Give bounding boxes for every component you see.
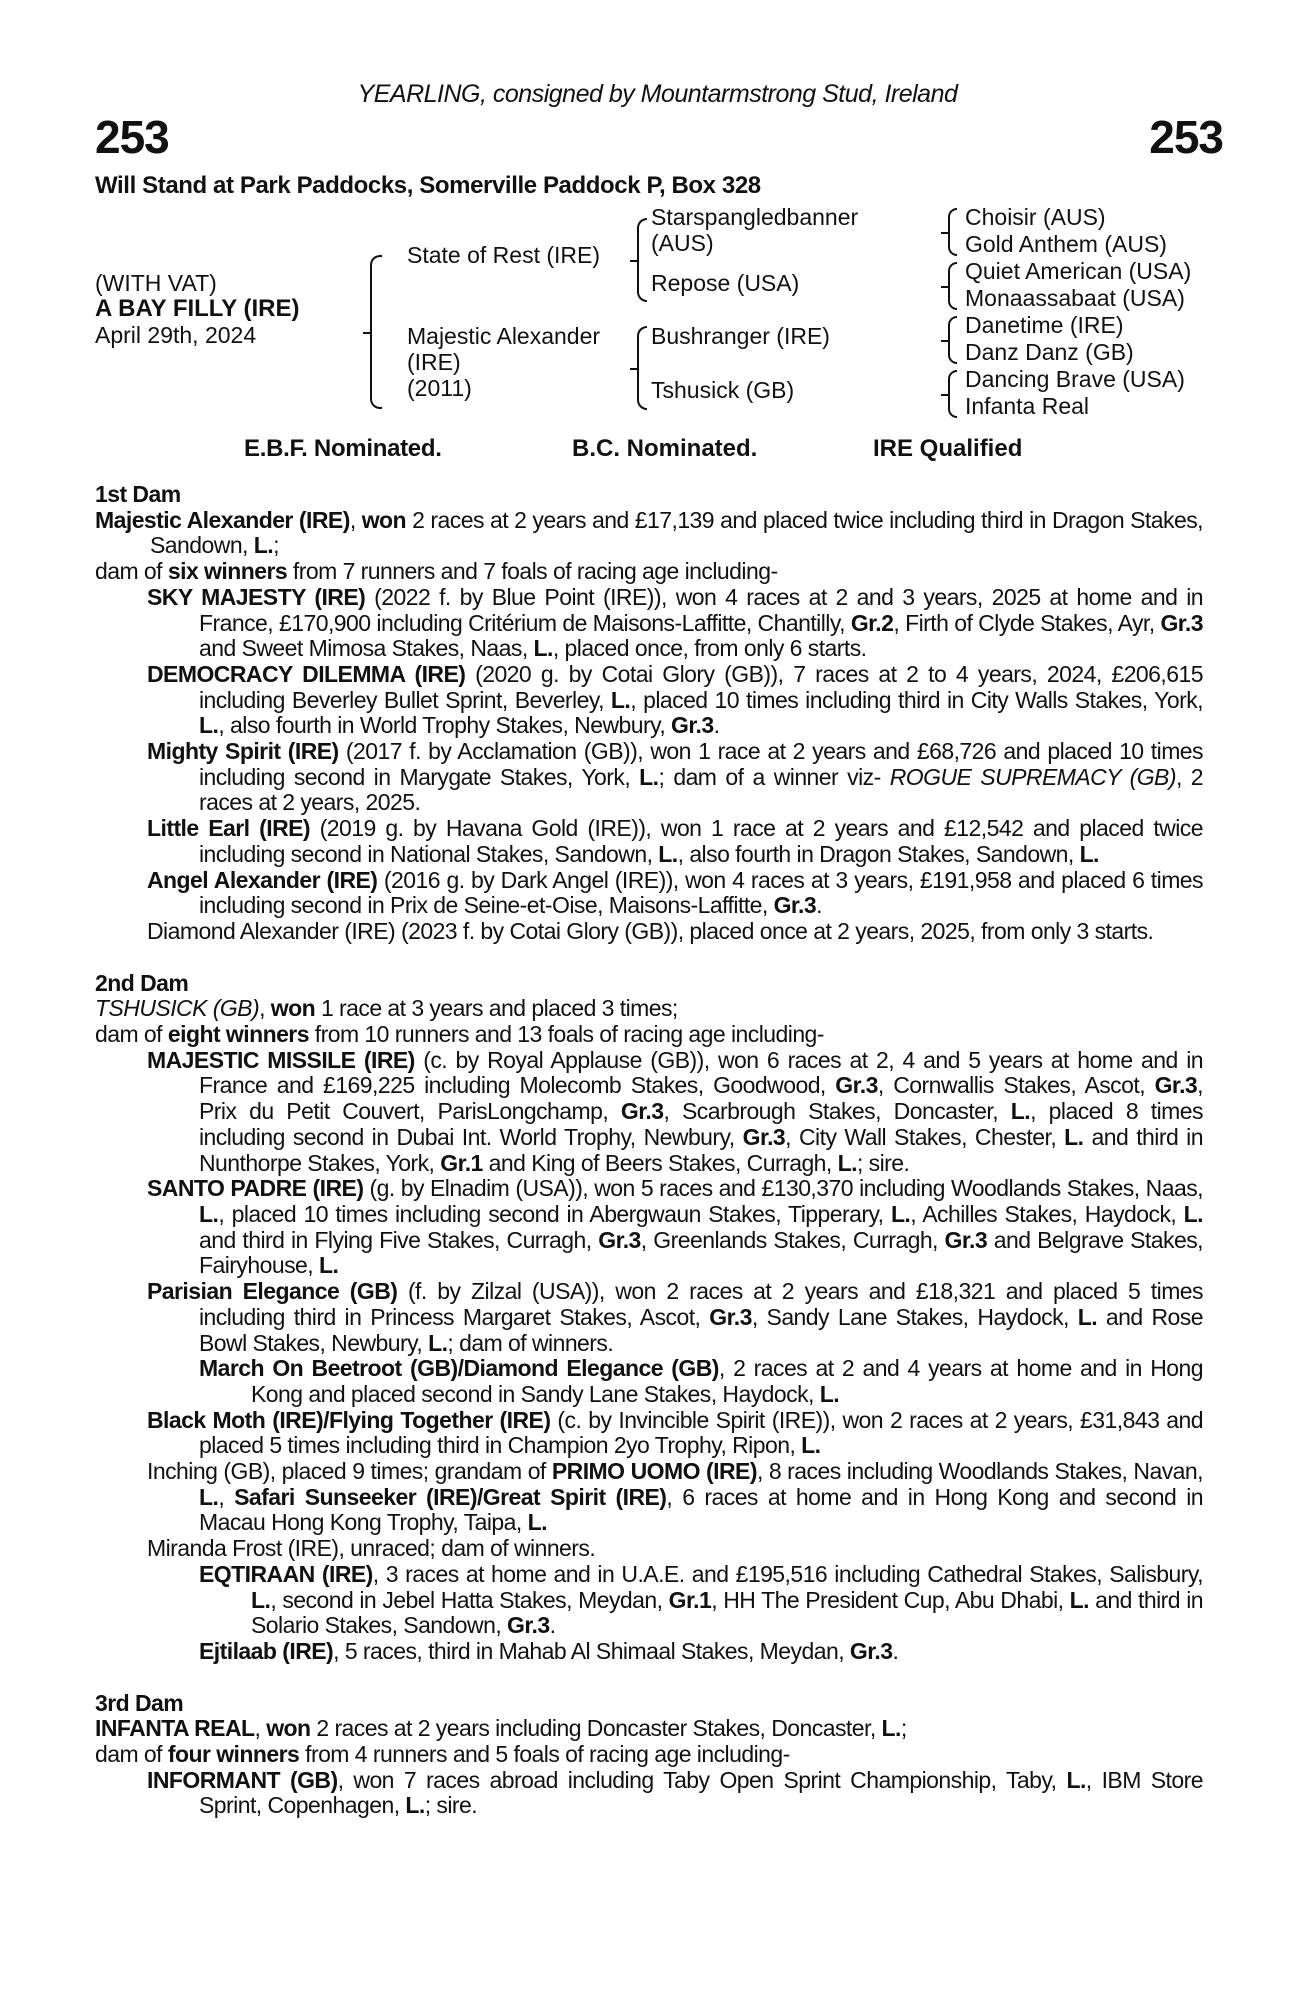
- bold-text-run: MAJESTIC MISSILE (IRE): [147, 1046, 415, 1073]
- text-run: (c. by Royal Applause (GB)), won 6 races at 2, 4 and 5 years at home and in France and £169,225 including Molecomb Stakes, Goodwood,: [199, 1046, 1203, 1099]
- text-run: (g. by Elnadim (USA)), won 5 races and £130,370 including Woodlands Stakes, Naas,: [363, 1175, 1203, 1202]
- bold-text-run: L.: [610, 686, 631, 713]
- text-run: and third in Nunthorpe Stakes, York,: [199, 1123, 1203, 1176]
- third-dam-record: INFANTA REAL, won 2 races at 2 years including Doncaster Stakes, Doncaster, L.;: [95, 1715, 907, 1742]
- bold-text-run: SANTO PADRE (IRE): [147, 1175, 364, 1202]
- bc-badge: B.C. Nominated.: [572, 435, 758, 462]
- bold-text-run: L.: [533, 635, 553, 662]
- second-dam-heading: 2nd Dam: [95, 969, 189, 996]
- text-run: , placed 10 times including second in Abergwaun Stakes, Tipperary,: [218, 1200, 891, 1227]
- italic-text-run: ROGUE SUPREMACY (GB): [889, 763, 1176, 790]
- text-run: dam of: [95, 1021, 168, 1048]
- ebf-badge: E.B.F. Nominated.: [244, 435, 442, 462]
- progeny-entry: Miranda Frost (IRE), unraced; dam of winners.: [147, 1535, 596, 1562]
- bold-text-run: eight winners: [167, 1021, 309, 1048]
- bold-text-run: L.: [318, 1252, 339, 1279]
- bold-text-run: Gr.3: [944, 1226, 988, 1253]
- text-run: , Sandy Lane Stakes, Haydock,: [751, 1303, 1078, 1330]
- text-run: and third in Solario Stakes, Sandown,: [251, 1586, 1203, 1639]
- progeny-entry: [147, 1768, 1203, 1819]
- lot-number-left: 253: [95, 111, 169, 163]
- section-spacer: [95, 945, 1203, 971]
- text-run: , 5 races, third in Mahab Al Shimaal Stakes, Meydan,: [333, 1637, 850, 1664]
- text-run: .: [816, 892, 822, 919]
- bold-text-run: L.: [1077, 1303, 1098, 1330]
- text-run: , Firth of Clyde Stakes, Ayr,: [893, 609, 1161, 636]
- text-run: , 6 races at home and in Hong Kong and second in Macau Hong Kong Trophy, Taipa,: [199, 1483, 1204, 1536]
- text-run: (2020 g. by Cotai Glory (GB)), 7 races at 2 to 4 years, 2024, £206,615 including Beverley Bullet Sprint, Beverley,: [199, 660, 1203, 713]
- bold-text-run: Black Moth (IRE)/Flying Together (IRE): [147, 1406, 551, 1433]
- text-run: ; sire.: [424, 1792, 478, 1819]
- great-grandparent: Choisir (AUS): [965, 204, 1106, 230]
- pedigree-brace: [948, 208, 957, 256]
- text-run: , IBM Store Sprint, Copenhagen,: [199, 1766, 1203, 1819]
- vat-note: (WITH VAT): [95, 270, 217, 296]
- third-dam-heading: 3rd Dam: [95, 1689, 184, 1716]
- text-run: , 8 races including Woodlands Stakes, Navan,: [756, 1458, 1203, 1485]
- progeny-entry: Diamond Alexander (IRE) (2023 f. by Cotai Glory (GB)), placed once at 2 years, 2025, from only 3 starts.: [147, 917, 1154, 944]
- progeny-entry: [147, 1408, 1203, 1459]
- first-dam-record: Majestic Alexander (IRE), won 2 races at 2 years and £17,139 and placed twice including third in Dragon Stakes, Sandown, L.;: [95, 506, 1203, 559]
- pedigree-brace: [948, 370, 957, 418]
- bold-text-run: SKY MAJESTY (IRE): [147, 583, 366, 610]
- bold-text-run: Gr.3: [709, 1303, 752, 1330]
- text-run: , also fourth in Dragon Stakes, Sandown,: [677, 840, 1080, 867]
- progeny-entry: [147, 739, 1203, 816]
- text-run: 2 races at 2 years including Doncaster Stakes, Doncaster,: [310, 1715, 882, 1742]
- italic-text-run: TSHUSICK (GB): [95, 995, 260, 1022]
- dam-year: (2011): [407, 375, 472, 401]
- record-text: 2 races at 2 years and £17,139 and placed twice including third in Dragon Stakes, Sandown,: [150, 506, 1203, 559]
- dam-country: (IRE): [407, 349, 461, 375]
- text-run: and Belgrave Stakes, Fairyhouse,: [199, 1226, 1203, 1279]
- bold-text-run: L.: [199, 1483, 219, 1510]
- text-run: (f. by Zilzal (USA)), won 2 races at 2 years and £18,321 and placed 5 times including third in Princess Margaret Stakes, Ascot,: [199, 1278, 1203, 1330]
- text-run: , also fourth in World Trophy Stakes, Newbury,: [218, 712, 672, 739]
- grandprogeny-entry: [199, 1639, 1203, 1665]
- bold-text-run: L.: [1069, 1586, 1089, 1613]
- text-run: , placed 8 times including second in Dubai Int. World Trophy, Newbury,: [199, 1098, 1203, 1150]
- text-run: dam of: [95, 1741, 168, 1768]
- bold-text-run: Gr.3: [835, 1072, 878, 1099]
- punct: ;: [273, 532, 279, 559]
- bold-text-run: L.: [658, 840, 678, 867]
- great-grandparent: Danetime (IRE): [965, 312, 1124, 338]
- lot-number-right: 253: [1149, 111, 1223, 163]
- great-grandparent: Gold Anthem (AUS): [965, 231, 1167, 257]
- text-run: ; dam of a winner viz-: [658, 763, 881, 790]
- second-dam-produce-summary: [95, 1022, 1203, 1048]
- text-run: , placed once, from only 6 starts.: [552, 635, 867, 662]
- text-run: , HH The President Cup, Abu Dhabi,: [711, 1586, 1070, 1613]
- sire-dam: Repose (USA): [651, 270, 800, 296]
- great-grandparent: Monaassabaat (USA): [965, 285, 1185, 311]
- text-run: , 3 races at home and in U.A.E. and £195,516 including Cathedral Stakes, Salisbury,: [372, 1560, 1203, 1587]
- grandprogeny-entry: [199, 1356, 1203, 1407]
- text-run: ,: [218, 1483, 235, 1510]
- text-run: , won 7 races abroad including Taby Open Sprint Championship, Taby,: [337, 1766, 1067, 1793]
- text-run: from 4 runners and 5 foals of racing age including-: [299, 1741, 790, 1768]
- text-run: 1 race at 3 years and placed 3 times;: [315, 995, 678, 1022]
- third-dam-produce-summary: [95, 1742, 1203, 1768]
- text-run: dam of: [95, 558, 168, 585]
- text-run: and King of Beers Stakes, Curragh,: [482, 1149, 838, 1176]
- bold-text-run: PRIMO UOMO (IRE): [551, 1458, 757, 1485]
- sire-sire: Starspangledbanner: [651, 204, 859, 230]
- bold-text-run: L.: [837, 1149, 857, 1176]
- bold-text-run: Gr.3: [1154, 1072, 1198, 1099]
- progeny-entry: [147, 585, 1203, 662]
- text-run: .: [892, 1637, 899, 1664]
- text-run: , placed 10 times including third in City Walls Stakes, York,: [630, 686, 1203, 713]
- bold-text-run: Gr.3: [620, 1098, 664, 1125]
- bold-text-run: Little Earl (IRE): [147, 815, 311, 842]
- bold-text-run: Ejtilaab (IRE): [199, 1637, 334, 1664]
- great-grandparent: Dancing Brave (USA): [965, 366, 1185, 392]
- stable-location: Will Stand at Park Paddocks, Somerville Paddock P, Box 328: [95, 172, 761, 199]
- bold-text-run: March On Beetroot (GB)/Diamond Elegance (GB): [199, 1355, 719, 1382]
- text-run: , Cornwallis Stakes, Ascot,: [877, 1072, 1155, 1099]
- pedigree-brace: [370, 255, 382, 409]
- bold-text-run: six winners: [167, 558, 288, 585]
- text-run: (c. by Invincible Spirit (IRE)), won 2 races at 2 years, £31,843 and placed 5 times including third in Champion 2yo Trophy, Ripon,: [199, 1406, 1203, 1459]
- bold-text-run: Gr.1: [668, 1586, 712, 1613]
- text-run: and Rose Bowl Stakes, Newbury,: [199, 1303, 1203, 1356]
- bold-text-run: INFANTA REAL: [95, 1715, 255, 1742]
- text-run: , 2 races at 2 years, 2025.: [199, 763, 1204, 816]
- bold-text-run: L.: [881, 1715, 901, 1742]
- dam-name: Majestic Alexander: [407, 323, 601, 349]
- listed-tag: L.: [253, 532, 274, 559]
- bold-text-run: DEMOCRACY DILEMMA (IRE): [147, 660, 466, 687]
- pedigree-brace: [948, 316, 957, 364]
- catalogue-body: [95, 482, 1203, 1819]
- ire-qualified-badge: IRE Qualified: [873, 435, 1023, 462]
- text-run: and Sweet Mimosa Stakes, Naas,: [199, 635, 534, 662]
- text-run: ; sire.: [856, 1149, 910, 1176]
- text-run: and third in Flying Five Stakes, Curragh,: [199, 1226, 599, 1253]
- text-run: from 10 runners and 13 foals of racing age including-: [308, 1021, 824, 1048]
- great-grandparent: Infanta Real: [965, 393, 1090, 419]
- section-spacer: [95, 1665, 1203, 1691]
- bold-text-run: L.: [1066, 1766, 1086, 1793]
- bold-text-run: Mighty Spirit (IRE): [147, 738, 339, 765]
- pedigree-brace: [637, 326, 647, 410]
- bold-text-run: won: [266, 1715, 311, 1742]
- text-run: .: [549, 1612, 556, 1639]
- dam-dam: Tshusick (GB): [651, 377, 795, 403]
- bold-text-run: Gr.3: [742, 1123, 786, 1150]
- bold-text-run: L.: [251, 1586, 271, 1613]
- first-dam-heading: 1st Dam: [95, 481, 181, 507]
- text-run: , Scarbrough Stakes, Doncaster,: [663, 1098, 1011, 1125]
- bold-text-run: INFORMANT (GB): [147, 1766, 338, 1793]
- text-run: Inching (GB), placed 9 times; grandam of: [147, 1458, 552, 1485]
- bold-text-run: L.: [199, 712, 219, 739]
- text-run: ;: [900, 1715, 907, 1742]
- text-run: (2016 g. by Dark Angel (IRE)), won 4 races at 3 years, £191,958 and placed 6 times including second in Prix de Seine-et-Oise, Maisons-Laffitte,: [199, 866, 1203, 919]
- bold-text-run: Gr.3: [671, 712, 714, 739]
- pedigree-brace: [948, 262, 957, 310]
- bold-text-run: L.: [199, 1200, 219, 1227]
- text-run: , 2 races at 2 and 4 years at home and in Hong Kong and placed second in Sandy Lane Stakes, Haydock,: [251, 1355, 1203, 1407]
- text-run: from 7 runners and 7 foals of racing age including-: [287, 558, 778, 585]
- first-dam-produce-summary: [95, 559, 1203, 585]
- text-run: , Prix du Petit Couvert, ParisLongchamp,: [199, 1072, 1203, 1125]
- bold-text-run: Gr.3: [849, 1637, 893, 1664]
- text-run: .: [713, 712, 720, 739]
- horse-name: A BAY FILLY (IRE): [95, 295, 300, 322]
- sire-sire-country: (AUS): [651, 230, 714, 256]
- text-run: (2022 f. by Blue Point (IRE)), won 4 races at 2 and 3 years, 2025 at home and in France, £170,900 including Critérium de Maisons-Laffitte, Chantilly,: [199, 583, 1203, 636]
- text-run: , Achilles Stakes, Haydock,: [910, 1200, 1184, 1227]
- progeny-entry: [147, 1279, 1203, 1356]
- bold-text-run: Gr.3: [773, 892, 817, 919]
- bold-text-run: Gr.3: [1160, 609, 1204, 636]
- won-label: won: [361, 506, 407, 533]
- bold-text-run: L.: [1064, 1123, 1084, 1150]
- bold-text-run: Gr.3: [598, 1226, 641, 1253]
- bold-text-run: Gr.2: [850, 609, 894, 636]
- bold-text-run: L.: [405, 1792, 425, 1819]
- pedigree-brace: [637, 218, 647, 302]
- progeny-entry: [147, 1048, 1203, 1177]
- bold-text-run: won: [270, 995, 316, 1022]
- bold-text-run: Angel Alexander (IRE): [147, 866, 378, 893]
- grandprogeny-entry: [199, 1562, 1203, 1639]
- progeny-entry: [147, 816, 1203, 867]
- bold-text-run: Parisian Elegance (GB): [147, 1278, 398, 1305]
- text-run: (2017 f. by Acclamation (GB)), won 1 race at 2 years and £68,726 and placed 10 times including second in Marygate Stakes, York,: [199, 738, 1203, 790]
- bold-text-run: Safari Sunseeker (IRE)/Great Spirit (IRE): [234, 1483, 667, 1510]
- dam-sire: Bushranger (IRE): [651, 323, 830, 349]
- foaling-date: April 29th, 2024: [95, 322, 257, 348]
- progeny-entry: [147, 1459, 1203, 1536]
- text-run: ; dam of winners.: [447, 1329, 614, 1356]
- bold-text-run: L.: [1010, 1098, 1031, 1125]
- bold-text-run: L.: [801, 1432, 821, 1459]
- consignor-subtitle: YEARLING, consigned by Mountarmstrong Stud, Ireland: [357, 80, 958, 108]
- great-grandparent: Danz Danz (GB): [965, 339, 1134, 365]
- bold-text-run: L.: [428, 1329, 448, 1356]
- great-grandparent: Quiet American (USA): [965, 258, 1192, 284]
- progeny-entry: [147, 662, 1203, 739]
- dam-name: Majestic Alexander (IRE): [95, 506, 350, 533]
- progeny-entry: [147, 1176, 1203, 1279]
- bold-text-run: L.: [1183, 1200, 1203, 1227]
- bold-text-run: L.: [639, 763, 659, 790]
- bold-text-run: Gr.3: [507, 1612, 550, 1639]
- second-dam-record: TSHUSICK (GB), won 1 race at 3 years and placed 3 times;: [95, 995, 678, 1022]
- progeny-entry: [147, 868, 1203, 919]
- bold-text-run: L.: [890, 1200, 911, 1227]
- bold-text-run: Gr.1: [440, 1149, 483, 1176]
- bold-text-run: EQTIRAAN (IRE): [199, 1560, 373, 1587]
- bold-text-run: L.: [527, 1509, 547, 1536]
- text-run: , Greenlands Stakes, Curragh,: [640, 1226, 945, 1253]
- text-run: (2019 g. by Havana Gold (IRE)), won 1 race at 2 years and £12,542 and placed twice including second in National Stakes, Sandown,: [199, 815, 1203, 867]
- text-run: , second in Jebel Hatta Stakes, Meydan,: [270, 1586, 669, 1613]
- text-run: , City Wall Stakes, Chester,: [785, 1123, 1065, 1150]
- bold-text-run: L.: [1079, 840, 1099, 867]
- bold-text-run: L.: [819, 1380, 840, 1407]
- sire-name: State of Rest (IRE): [407, 242, 601, 268]
- bold-text-run: four winners: [167, 1741, 300, 1768]
